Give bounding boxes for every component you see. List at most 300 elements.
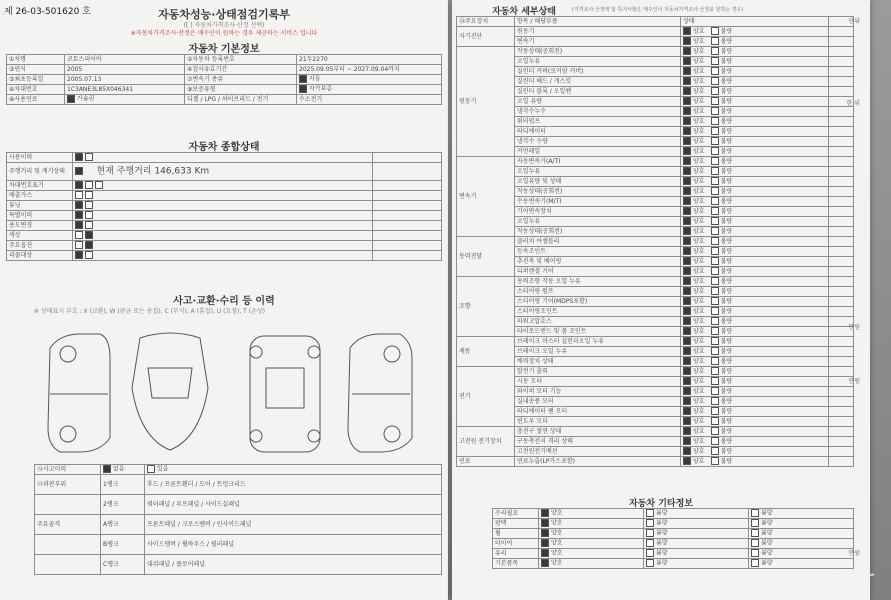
status-label: 양호 bbox=[693, 317, 705, 325]
cell: ④검사유효기간 bbox=[185, 65, 297, 75]
checkbox-icon bbox=[711, 137, 719, 145]
status-label: 양호 bbox=[693, 437, 705, 445]
status-cell bbox=[681, 67, 829, 77]
checkbox-icon bbox=[711, 417, 719, 425]
cell bbox=[829, 427, 854, 437]
status-label: 불량 bbox=[720, 97, 733, 105]
table-row bbox=[7, 191, 442, 201]
cell bbox=[297, 85, 442, 95]
status-cell bbox=[644, 539, 749, 549]
checkbox-icon bbox=[751, 509, 759, 517]
status-label: 불량 bbox=[720, 217, 733, 225]
cell: 1C3ANE3L85X046341 bbox=[65, 85, 185, 95]
status-cell bbox=[681, 277, 829, 287]
table-row bbox=[493, 529, 854, 539]
status-label: 양호 bbox=[693, 407, 705, 415]
group-label: 변속기 bbox=[457, 157, 515, 237]
status-cell bbox=[681, 247, 829, 257]
status-label: 양호 bbox=[693, 297, 705, 305]
item-label: 충전구 절연 상태 bbox=[515, 427, 681, 437]
checkbox-icon bbox=[683, 387, 691, 395]
cell: 21두2270 bbox=[297, 55, 442, 65]
table-row bbox=[457, 137, 854, 147]
cell: 수소전기 bbox=[297, 95, 442, 105]
status-label: 양호 bbox=[693, 77, 705, 85]
item-label: 고전원전기배선 bbox=[515, 447, 681, 457]
checkbox-icon bbox=[711, 217, 719, 225]
item-label: 등속조인트 bbox=[515, 247, 681, 257]
status-cell bbox=[681, 347, 829, 357]
status-label: 양호 bbox=[693, 167, 705, 175]
status-label: 불량 bbox=[720, 297, 733, 305]
checkbox-icon bbox=[711, 47, 719, 55]
cell: 차대번호표기 bbox=[7, 181, 73, 191]
status-label: 불량 bbox=[720, 107, 733, 115]
table-row bbox=[457, 207, 854, 217]
overall-status-table bbox=[6, 152, 442, 261]
checkbox-icon bbox=[683, 277, 691, 285]
accident-legend: ※ 상태표시 부호 : X (교환), W (판금 또는 용접), C (부식), A (흠집), U (요철), T (손상) bbox=[34, 308, 266, 315]
status-label: 불량 bbox=[720, 197, 733, 205]
checkbox-icon bbox=[711, 167, 719, 175]
cell bbox=[35, 555, 101, 575]
status-label: 불량 bbox=[656, 539, 668, 547]
checkbox-icon bbox=[147, 465, 155, 473]
status-label: 불량 bbox=[720, 237, 733, 245]
status-label: 양호 bbox=[693, 187, 705, 195]
table-row bbox=[7, 163, 442, 181]
item-label: 발전기 출력 bbox=[515, 367, 681, 377]
cell bbox=[829, 237, 854, 247]
cell: ⑨보증유형 bbox=[185, 85, 297, 95]
status-label: 양호 bbox=[693, 97, 705, 105]
cell: 프론트패널 / 크로스멤버 / 인사이드패널 bbox=[145, 515, 442, 535]
cell: B랭크 bbox=[101, 535, 145, 555]
checkbox-icon bbox=[541, 559, 549, 567]
cell: 2005.07.13 bbox=[65, 75, 185, 85]
cell: ⑧사용연료 bbox=[7, 95, 65, 105]
status-cell bbox=[681, 87, 829, 97]
status-label: 양호 bbox=[551, 529, 563, 537]
status-label: 불량 bbox=[720, 357, 733, 365]
cell-text: 자가보증 bbox=[309, 85, 333, 93]
item-label: 오일 유량 bbox=[515, 97, 681, 107]
other-label: 수리필요 bbox=[493, 509, 539, 519]
checkbox-icon bbox=[711, 447, 719, 455]
cell bbox=[829, 267, 854, 277]
status-label: 양호 bbox=[693, 207, 705, 215]
checkbox-icon bbox=[683, 307, 691, 315]
cell: ⑭주요장치 bbox=[457, 17, 515, 27]
table-row bbox=[457, 277, 854, 287]
status-cell bbox=[539, 519, 644, 529]
cell bbox=[73, 211, 373, 221]
checkbox-icon bbox=[711, 57, 719, 65]
status-label: 불량 bbox=[720, 147, 733, 155]
table-row bbox=[7, 251, 442, 261]
checkbox-icon bbox=[683, 117, 691, 125]
status-label: 불량 bbox=[720, 367, 733, 375]
table-row bbox=[457, 427, 854, 437]
cell: ⑦변속기 종류 bbox=[185, 75, 297, 85]
cell bbox=[373, 231, 442, 241]
car-side-left-icon bbox=[48, 334, 110, 452]
table-row bbox=[457, 217, 854, 227]
checkbox-icon bbox=[85, 231, 93, 239]
checkbox-icon bbox=[75, 201, 83, 209]
checkbox-icon bbox=[711, 127, 719, 135]
checkbox-icon bbox=[85, 211, 93, 219]
checkbox-icon bbox=[683, 357, 691, 365]
checkbox-icon bbox=[683, 257, 691, 265]
status-cell bbox=[681, 207, 829, 217]
checkbox-icon bbox=[711, 157, 719, 165]
checkbox-icon bbox=[711, 457, 719, 465]
status-label: 양호 bbox=[693, 127, 705, 135]
checkbox-icon bbox=[75, 153, 83, 161]
checkbox-icon bbox=[541, 539, 549, 547]
item-label: 브레이크 오일 누유 bbox=[515, 347, 681, 357]
table-row bbox=[493, 519, 854, 529]
checkbox-icon bbox=[711, 357, 719, 365]
checkbox-icon bbox=[711, 287, 719, 295]
status-cell bbox=[681, 57, 829, 67]
checkbox-icon bbox=[683, 147, 691, 155]
status-label: 양호 bbox=[693, 457, 705, 465]
cell: ③연식 bbox=[7, 65, 65, 75]
status-cell bbox=[681, 377, 829, 387]
checkbox-icon bbox=[683, 237, 691, 245]
cell bbox=[829, 227, 854, 237]
side-tag: 단위 bbox=[848, 18, 860, 25]
cell: 주요옵션 bbox=[7, 241, 73, 251]
status-label: 양호 bbox=[693, 87, 705, 95]
item-label: 자동변속기(A/T) bbox=[515, 157, 681, 167]
item-label: 파워고압호스 bbox=[515, 317, 681, 327]
status-cell bbox=[681, 107, 829, 117]
other-label: 광택 bbox=[493, 519, 539, 529]
status-label: 양호 bbox=[551, 519, 563, 527]
cell: 사용이력 bbox=[7, 153, 73, 163]
status-label: 불량 bbox=[720, 427, 733, 435]
other-label: 기본품목 bbox=[493, 559, 539, 569]
cell bbox=[829, 287, 854, 297]
checkbox-icon bbox=[541, 509, 549, 517]
table-row bbox=[7, 231, 442, 241]
table-row bbox=[457, 197, 854, 207]
status-cell bbox=[681, 237, 829, 247]
table-row bbox=[457, 287, 854, 297]
checkbox-icon bbox=[683, 317, 691, 325]
status-cell bbox=[681, 447, 829, 457]
cell: ②자동차 등록번호 bbox=[185, 55, 297, 65]
status-cell bbox=[681, 187, 829, 197]
cell bbox=[829, 77, 854, 87]
checkbox-icon bbox=[711, 387, 719, 395]
checkbox-icon bbox=[683, 287, 691, 295]
status-label: 불량 bbox=[720, 77, 733, 85]
status-cell bbox=[644, 509, 749, 519]
accident-history-title: 사고·교환·수리 등 이력 bbox=[173, 296, 275, 307]
page-title-right: 자동차 세부상태 bbox=[492, 7, 556, 17]
status-label: 불량 bbox=[720, 247, 733, 255]
cell bbox=[373, 163, 442, 181]
checkbox-icon bbox=[683, 37, 691, 45]
checkbox-icon bbox=[683, 47, 691, 55]
cell bbox=[65, 95, 185, 105]
status-label: 불량 bbox=[720, 277, 733, 285]
cell: 리콜대상 bbox=[7, 251, 73, 261]
status-cell bbox=[681, 457, 829, 467]
item-label: 동력조향 작동 오일 누유 bbox=[515, 277, 681, 287]
checkbox-icon bbox=[751, 549, 759, 557]
cell bbox=[373, 221, 442, 231]
table-row bbox=[457, 437, 854, 447]
mileage-label: 현재 주행거리 bbox=[96, 166, 152, 177]
group-label: 전기 bbox=[457, 367, 515, 427]
checkbox-icon bbox=[75, 211, 83, 219]
item-label: 작동상태(공회전) bbox=[515, 47, 681, 57]
cell bbox=[373, 153, 442, 163]
status-cell bbox=[681, 327, 829, 337]
table-row bbox=[457, 57, 854, 67]
table-row bbox=[457, 377, 854, 387]
status-cell bbox=[681, 167, 829, 177]
cell bbox=[829, 457, 854, 467]
cell-text: 가솔린 bbox=[77, 95, 95, 103]
table-row bbox=[457, 357, 854, 367]
status-cell bbox=[749, 519, 854, 529]
status-cell bbox=[749, 509, 854, 519]
checkbox-icon bbox=[85, 153, 93, 161]
cell bbox=[829, 167, 854, 177]
status-cell bbox=[681, 267, 829, 277]
item-label: 배력장치 상태 bbox=[515, 357, 681, 367]
checkbox-icon bbox=[711, 277, 719, 285]
table-row bbox=[457, 457, 854, 467]
item-label: 냉각수 수량 bbox=[515, 137, 681, 147]
checkbox-icon bbox=[683, 27, 691, 35]
table-row bbox=[493, 539, 854, 549]
table-row bbox=[457, 447, 854, 457]
cell: 주행거리 및 계기상태 bbox=[7, 163, 73, 181]
status-cell bbox=[644, 519, 749, 529]
checkbox-icon bbox=[683, 337, 691, 345]
item-label: 스티어링 기어(MDPS포함) bbox=[515, 297, 681, 307]
status-label: 양호 bbox=[693, 307, 705, 315]
cell bbox=[829, 147, 854, 157]
status-cell bbox=[681, 297, 829, 307]
checkbox-icon bbox=[751, 529, 759, 537]
status-cell bbox=[681, 407, 829, 417]
cell bbox=[829, 307, 854, 317]
status-cell bbox=[681, 117, 829, 127]
item-label: 윈도우 모터 bbox=[515, 417, 681, 427]
checkbox-icon bbox=[299, 75, 307, 83]
checkbox-icon bbox=[711, 337, 719, 345]
other-label: 휠 bbox=[493, 529, 539, 539]
cell: 배출가스 bbox=[7, 191, 73, 201]
table-row bbox=[457, 337, 854, 347]
group-label: 제동 bbox=[457, 337, 515, 367]
status-label: 불량 bbox=[720, 57, 733, 65]
cell bbox=[829, 47, 854, 57]
table-row bbox=[457, 397, 854, 407]
cell bbox=[829, 87, 854, 97]
item-label: 타이로드엔드 및 볼 조인트 bbox=[515, 327, 681, 337]
table-row bbox=[35, 555, 442, 575]
cell bbox=[35, 495, 101, 515]
checkbox-icon bbox=[683, 407, 691, 415]
status-cell bbox=[681, 147, 829, 157]
table-row bbox=[457, 177, 854, 187]
cell: C랭크 bbox=[101, 555, 145, 575]
item-label: 원동기 bbox=[515, 27, 681, 37]
cell: 디젤 / LPG / 하이브리드 / 전기 bbox=[185, 95, 297, 105]
basic-info-table bbox=[6, 54, 442, 105]
status-cell bbox=[681, 217, 829, 227]
item-label: 실린더 헤드 / 개스킷 bbox=[515, 77, 681, 87]
cell bbox=[829, 197, 854, 207]
cell bbox=[829, 107, 854, 117]
detail-status-table bbox=[456, 16, 854, 467]
checkbox-icon bbox=[75, 251, 83, 259]
checkbox-icon bbox=[711, 227, 719, 235]
item-label: 워터펌프 bbox=[515, 117, 681, 127]
status-cell bbox=[681, 317, 829, 327]
table-row bbox=[457, 47, 854, 57]
group-label: 동력전달 bbox=[457, 237, 515, 277]
cell bbox=[829, 297, 854, 307]
table-row bbox=[493, 509, 854, 519]
checkbox-icon bbox=[85, 251, 93, 259]
table-row bbox=[457, 227, 854, 237]
table-row bbox=[457, 237, 854, 247]
document-number: 제 26-03-501620 호 bbox=[4, 7, 91, 17]
item-label: 라디에이터 bbox=[515, 127, 681, 137]
item-label: 수동변속기(M/T) bbox=[515, 197, 681, 207]
checkbox-icon bbox=[711, 67, 719, 75]
status-label: 양호 bbox=[693, 117, 705, 125]
item-label: 오일누유 bbox=[515, 167, 681, 177]
checkbox-icon bbox=[646, 509, 654, 517]
status-label: 양호 bbox=[693, 57, 705, 65]
cell bbox=[829, 37, 854, 47]
table-row bbox=[457, 127, 854, 137]
checkbox-icon bbox=[683, 397, 691, 405]
table-row bbox=[457, 17, 854, 27]
item-label: 실린더 커버(로커암 커버) bbox=[515, 67, 681, 77]
table-row bbox=[457, 147, 854, 157]
cell bbox=[829, 367, 854, 377]
checkbox-icon bbox=[683, 417, 691, 425]
checkbox-icon bbox=[711, 27, 719, 35]
cell bbox=[373, 201, 442, 211]
checkbox-icon bbox=[85, 201, 93, 209]
checkbox-icon bbox=[95, 181, 103, 189]
checkbox-icon bbox=[711, 97, 719, 105]
status-label: 불량 bbox=[720, 37, 733, 45]
table-row bbox=[457, 417, 854, 427]
status-label: 불량 bbox=[720, 257, 733, 265]
checkbox-icon bbox=[711, 437, 719, 445]
status-cell bbox=[681, 417, 829, 427]
table-row bbox=[457, 347, 854, 357]
status-cell bbox=[539, 549, 644, 559]
cell bbox=[73, 251, 373, 261]
table-row bbox=[457, 317, 854, 327]
status-label: 양호 bbox=[693, 147, 705, 155]
status-label: 양호 bbox=[693, 247, 705, 255]
table-row bbox=[457, 77, 854, 87]
status-label: 양호 bbox=[693, 387, 705, 395]
status-cell bbox=[539, 559, 644, 569]
checkbox-icon bbox=[751, 539, 759, 547]
status-label: 양호 bbox=[693, 347, 705, 355]
checkbox-icon bbox=[711, 117, 719, 125]
checkbox-icon bbox=[75, 241, 83, 249]
cell bbox=[829, 257, 854, 267]
cell: 코토스피어아 bbox=[65, 55, 185, 65]
table-row bbox=[35, 465, 442, 475]
checkbox-icon bbox=[683, 77, 691, 85]
page-title-left: 자동차성능·상태점검기록부 bbox=[158, 8, 290, 21]
item-label: 추진축 및 베어링 bbox=[515, 257, 681, 267]
cell: 주요골격 bbox=[35, 515, 101, 535]
status-label: 불량 bbox=[656, 529, 668, 537]
status-label: 불량 bbox=[761, 509, 773, 517]
other-rows bbox=[493, 509, 854, 569]
car-chassis-icon bbox=[250, 336, 320, 452]
checkbox-icon bbox=[646, 559, 654, 567]
checkbox-icon bbox=[711, 257, 719, 265]
status-cell bbox=[681, 357, 829, 367]
status-label: 불량 bbox=[720, 47, 733, 55]
checkbox-icon bbox=[683, 247, 691, 255]
checkbox-icon bbox=[75, 221, 83, 229]
cell bbox=[829, 337, 854, 347]
status-label: 불량 bbox=[720, 207, 733, 215]
status-label: 불량 bbox=[720, 407, 733, 415]
status-label: 불량 bbox=[761, 539, 773, 547]
table-row bbox=[493, 559, 854, 569]
cell bbox=[829, 247, 854, 257]
checkbox-icon bbox=[711, 237, 719, 245]
checkbox-icon bbox=[683, 67, 691, 75]
status-label: 양호 bbox=[693, 397, 705, 405]
table-row bbox=[457, 407, 854, 417]
checkbox-icon bbox=[683, 427, 691, 435]
cell-text: 없음 bbox=[113, 465, 125, 473]
checkbox-icon bbox=[711, 107, 719, 115]
item-label: 구동축전지 격리 상태 bbox=[515, 437, 681, 447]
item-label: 시동 모터 bbox=[515, 377, 681, 387]
table-row bbox=[457, 97, 854, 107]
status-label: 양호 bbox=[693, 237, 705, 245]
cell: ⑥차대번호 bbox=[7, 85, 65, 95]
checkbox-icon bbox=[299, 85, 307, 93]
checkbox-icon bbox=[683, 137, 691, 145]
checkbox-icon bbox=[646, 539, 654, 547]
status-label: 불량 bbox=[720, 307, 733, 315]
status-label: 불량 bbox=[720, 457, 733, 465]
status-label: 양호 bbox=[551, 509, 563, 517]
cell bbox=[73, 153, 373, 163]
status-label: 불량 bbox=[761, 529, 773, 537]
table-row bbox=[457, 107, 854, 117]
status-label: 불량 bbox=[720, 337, 733, 345]
table-row bbox=[35, 475, 442, 495]
